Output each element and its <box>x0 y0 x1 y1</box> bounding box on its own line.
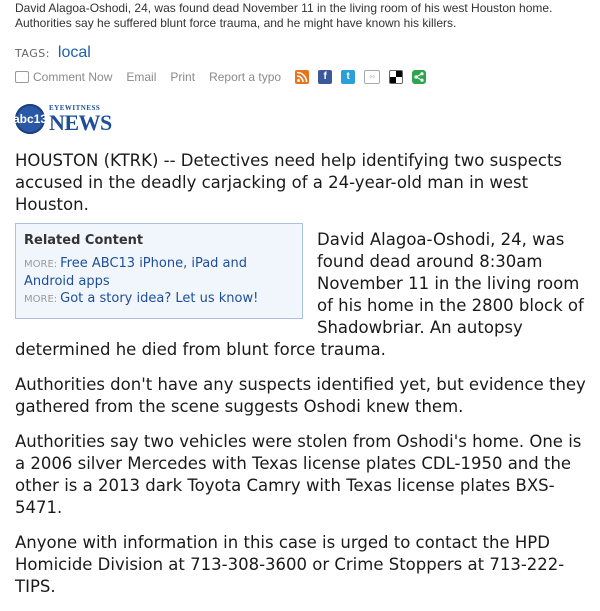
abc13-logo-icon: abc13 <box>15 104 45 134</box>
related-link-story-idea[interactable]: Got a story idea? Let us know! <box>60 291 259 306</box>
comment-now-link[interactable]: Comment Now <box>33 70 113 84</box>
twitter-icon[interactable]: t <box>341 70 355 84</box>
digg-icon[interactable]: ◦◦ <box>364 70 380 84</box>
article-paragraph-4: Authorities say two vehicles were stolen from Oshodi's home. One is a 2006 silver Mercedes with Texas license plates CDL-1950 and the other is a 2013 dark Toyota Camry with Texas license plates BXS-5471. <box>15 432 582 517</box>
related-link-apps[interactable]: Free ABC13 iPhone, iPad and Android apps <box>24 256 248 289</box>
article-toolbar <box>15 70 435 84</box>
comment-icon <box>15 71 29 83</box>
related-content-box <box>15 223 303 319</box>
tags-label: TAGS: <box>15 47 50 60</box>
print-link[interactable]: Print <box>170 70 196 84</box>
share-icon[interactable] <box>412 70 426 84</box>
photo-caption: David Alagoa-Oshodi, 24, was found dead November 11 in the living room of his west Houston home. Authorities say he suffered blunt force trauma, and he might have known his killers. <box>15 1 553 30</box>
logo-eyewitness-text: EYEWITNESS <box>49 103 101 112</box>
abc13-eyewitness-news-logo <box>12 103 112 135</box>
more-label: MORE: <box>24 259 58 270</box>
delicious-icon[interactable] <box>389 70 403 84</box>
article-paragraph-5: Anyone with information in this case is urged to contact the HPD Homicide Division at 713-308-3600 or Crime Stoppers at 713-222-TIPS. <box>15 533 565 596</box>
rss-icon[interactable] <box>295 70 309 84</box>
more-label: MORE: <box>24 294 58 305</box>
logo-news-text: NEWS <box>49 109 112 135</box>
email-link[interactable]: Email <box>126 70 157 84</box>
article-body <box>15 150 590 611</box>
related-content-title: Related Content <box>24 233 144 248</box>
related-item-1[interactable] <box>24 255 294 290</box>
related-item-2[interactable] <box>24 290 294 308</box>
article-paragraph-3: Authorities don't have any suspects identified yet, but evidence they gathered from the scene suggests Oshodi knew them. <box>15 375 586 416</box>
article-paragraph-1: HOUSTON (KTRK) -- Detectives need help identifying two suspects accused in the deadly carjacking of a 24-year-old man in west Houston. <box>15 151 563 214</box>
article-paragraph-2: David Alagoa-Oshodi, 24, was found dead around 8:30am November 11 in the living room of his home in the 2800 block of Shadowbriar. An autopsy determined he died from blunt force trauma. <box>15 230 584 359</box>
report-typo-link[interactable]: Report a typo <box>209 70 282 84</box>
facebook-icon[interactable]: f <box>318 70 332 84</box>
tag-link-local[interactable]: local <box>57 44 91 61</box>
tags-row <box>15 44 91 62</box>
